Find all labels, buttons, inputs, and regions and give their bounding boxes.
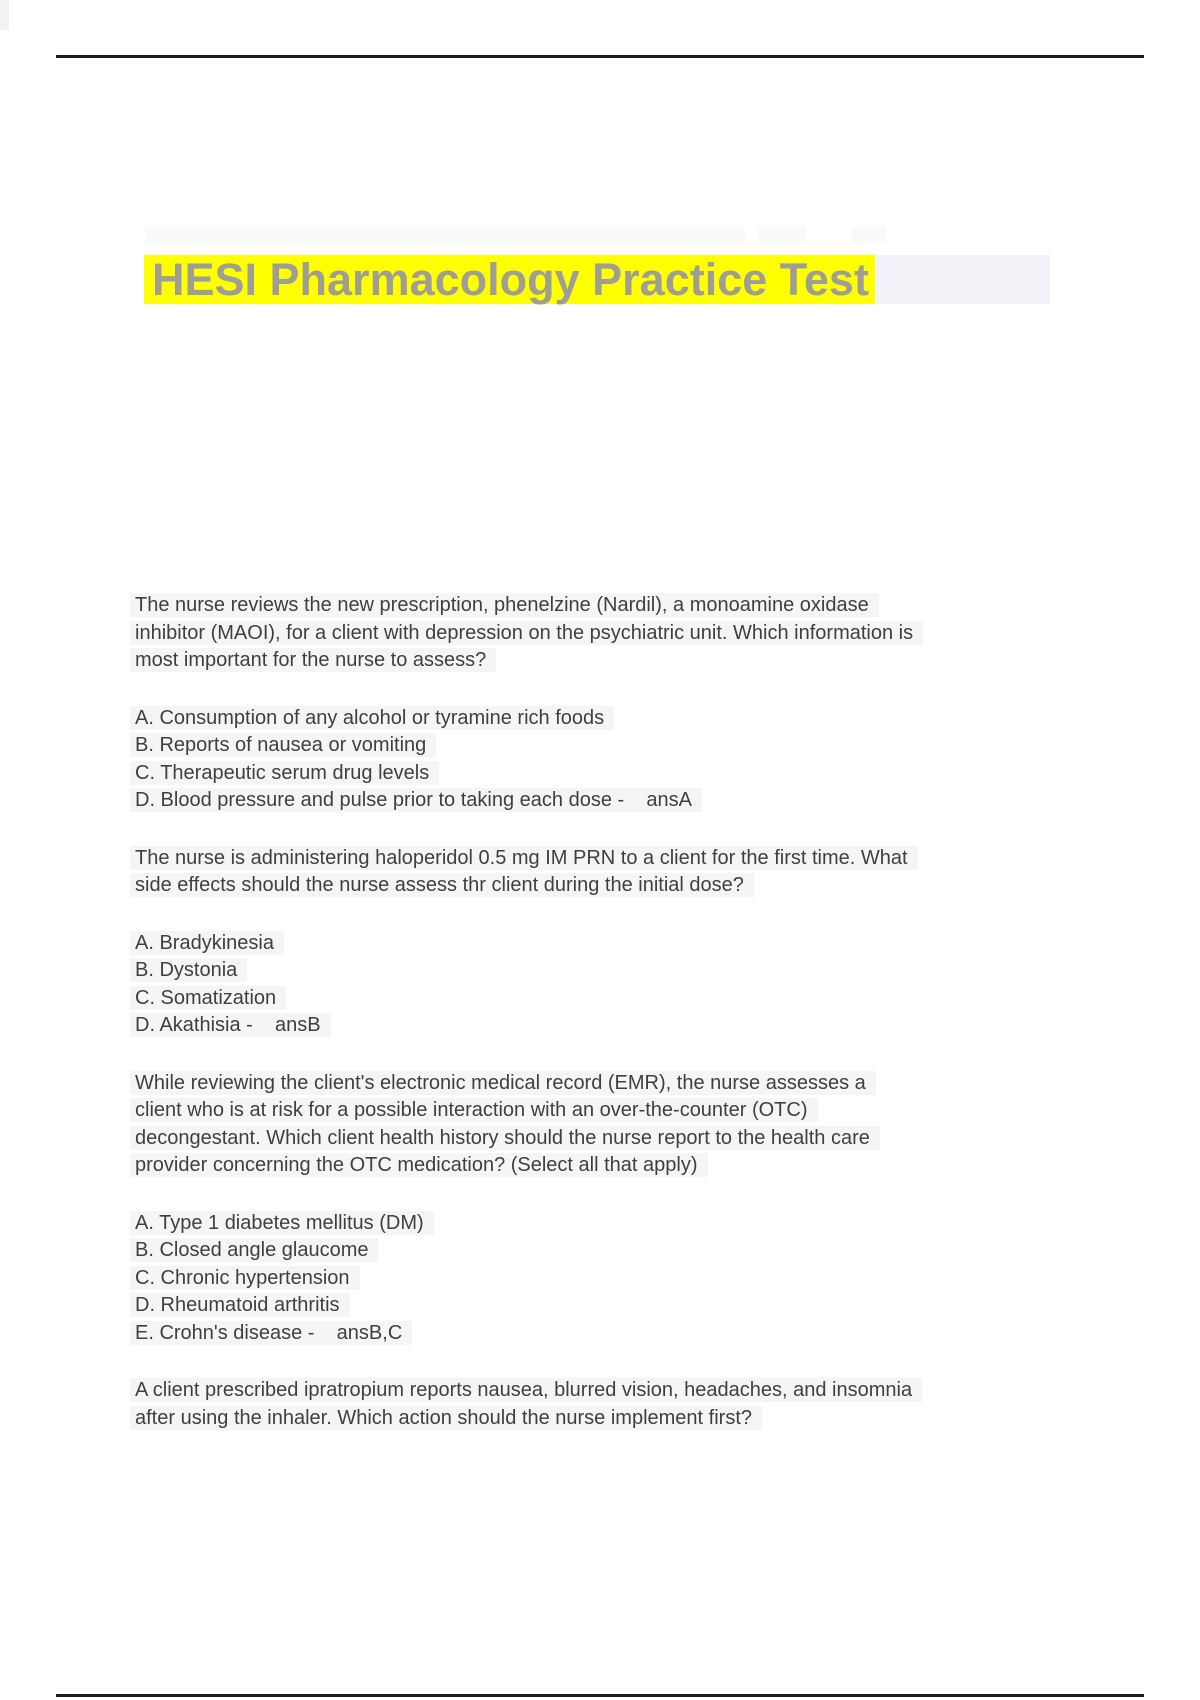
option-line (135, 957, 1055, 985)
question-line (135, 647, 1055, 675)
option-line-text: A. Bradykinesia (130, 931, 284, 955)
question-text (135, 845, 1055, 900)
question-line-text: decongestant. Which client health history should the nurse report to the health care (130, 1126, 880, 1150)
option-line-text: B. Reports of nausea or vomiting (130, 733, 436, 757)
question-line-text: client who is at risk for a possible interaction with an over-the-counter (OTC) (130, 1098, 818, 1122)
option-line-text: A. Type 1 diabetes mellitus (DM) (130, 1211, 434, 1235)
page-title: HESI Pharmacology Practice Test (152, 254, 869, 305)
question-line-text: side effects should the nurse assess thr client during the initial dose? (130, 873, 754, 897)
option-line-text: C. Therapeutic serum drug levels (130, 761, 439, 785)
question-line (135, 1377, 1055, 1405)
option-line (135, 985, 1055, 1013)
question-line (135, 845, 1055, 873)
option-line-text: D. Rheumatoid arthritis (130, 1293, 350, 1317)
title-row (144, 255, 1050, 304)
question-line (135, 1125, 1055, 1153)
question-line-text: The nurse is administering haloperidol 0.5 mg IM PRN to a client for the first time. What (130, 846, 918, 870)
faint-highlight-strip (852, 227, 886, 243)
option-line-text: B. Closed angle glaucome (130, 1238, 378, 1262)
options-list (135, 705, 1055, 815)
option-line (135, 760, 1055, 788)
option-line (135, 1237, 1055, 1265)
option-line (135, 1292, 1055, 1320)
top-horizontal-rule (56, 55, 1144, 58)
question-line-text: provider concerning the OTC medication? (Select all that apply) (130, 1153, 708, 1177)
document-body (135, 592, 1055, 1462)
option-line-text: A. Consumption of any alcohol or tyramine rich foods (130, 706, 614, 730)
option-line (135, 1210, 1055, 1238)
option-line (135, 705, 1055, 733)
option-line (135, 1320, 1055, 1348)
option-line-text: D. Akathisia - ansB (130, 1013, 331, 1037)
question-line (135, 1405, 1055, 1433)
faint-highlight-strip (758, 227, 806, 243)
option-line (135, 732, 1055, 760)
scan-corner-artifact (0, 0, 9, 30)
question-line-text: after using the inhaler. Which action should the nurse implement first? (130, 1406, 762, 1430)
options-list (135, 930, 1055, 1040)
question-line (135, 1097, 1055, 1125)
bottom-horizontal-rule (56, 1694, 1144, 1697)
faint-highlight-strip (145, 227, 745, 243)
question-text (135, 1377, 1055, 1432)
question-text (135, 1070, 1055, 1180)
question-line (135, 1152, 1055, 1180)
question-line-text: inhibitor (MAOI), for a client with depression on the psychiatric unit. Which information is (130, 621, 923, 645)
option-line-text: C. Somatization (130, 986, 286, 1010)
question-line (135, 872, 1055, 900)
option-line-text: B. Dystonia (130, 958, 247, 982)
question-line (135, 620, 1055, 648)
question-line-text: A client prescribed ipratropium reports nausea, blurred vision, headaches, and insomnia (130, 1378, 922, 1402)
option-line-text: D. Blood pressure and pulse prior to taking each dose - ansA (130, 788, 702, 812)
title-yellow-highlight (144, 255, 875, 304)
option-line (135, 1012, 1055, 1040)
title-gray-band (875, 255, 1050, 304)
option-line (135, 930, 1055, 958)
option-line-text: C. Chronic hypertension (130, 1266, 360, 1290)
option-line (135, 787, 1055, 815)
question-line-text: The nurse reviews the new prescription, phenelzine (Nardil), a monoamine oxidase (130, 593, 879, 617)
options-list (135, 1210, 1055, 1348)
question-line-text: most important for the nurse to assess? (130, 648, 496, 672)
question-text (135, 592, 1055, 675)
option-line-text: E. Crohn's disease - ansB,C (130, 1321, 412, 1345)
question-line-text: While reviewing the client's electronic medical record (EMR), the nurse assesses a (130, 1071, 876, 1095)
question-line (135, 592, 1055, 620)
question-line (135, 1070, 1055, 1098)
option-line (135, 1265, 1055, 1293)
